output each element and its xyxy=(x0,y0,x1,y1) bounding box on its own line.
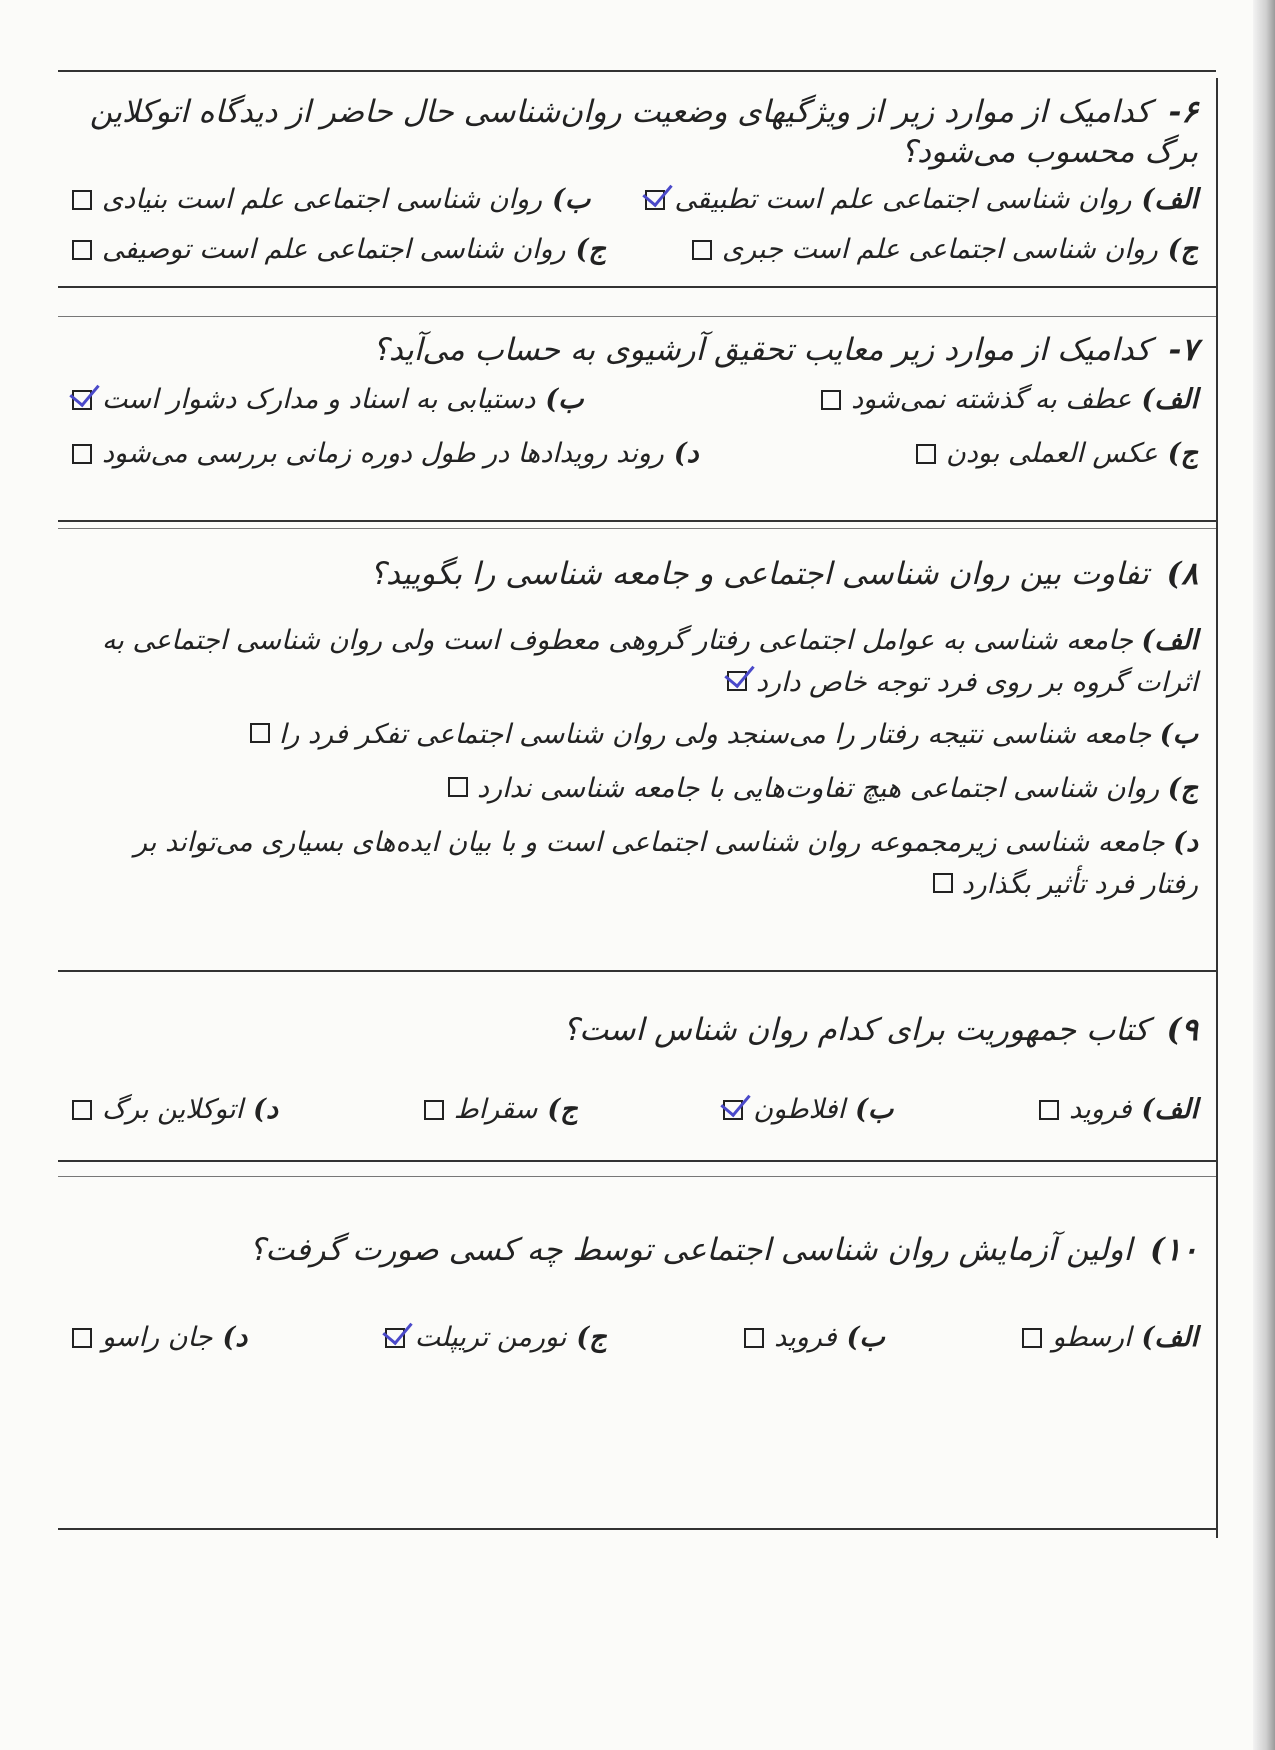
section-divider xyxy=(58,1528,1216,1530)
section-divider xyxy=(58,970,1216,972)
option-a xyxy=(821,384,1198,415)
option-text: عطف به گذشته نمی‌شود xyxy=(851,384,1132,415)
option-d xyxy=(72,822,1198,906)
option-c xyxy=(916,438,1198,469)
option-row xyxy=(72,1322,1198,1353)
answer-checkbox[interactable] xyxy=(250,723,270,743)
answer-checkbox[interactable] xyxy=(916,444,936,464)
option-letter: ب) xyxy=(552,184,591,215)
option-row xyxy=(72,438,1198,469)
option-letter: الف) xyxy=(1141,384,1198,415)
option-text: فروید xyxy=(1069,1094,1132,1125)
option-b xyxy=(72,714,1198,756)
section-divider xyxy=(58,520,1216,522)
option-text: دستیابی به اسناد و مدارک دشوار است xyxy=(102,384,536,415)
question-6 xyxy=(72,92,1198,282)
question-text: کدامیک از موارد زیر از ویژگیهای وضعیت روان‌شناسی حال حاضر از دیدگاه اتوکلاین برگ محسوب می‌شود؟ xyxy=(89,94,1198,170)
answer-checkbox[interactable] xyxy=(72,1100,92,1120)
option-b xyxy=(744,1322,885,1353)
option-text: افلاطون xyxy=(753,1094,846,1125)
option-list xyxy=(72,620,1198,906)
answer-checkbox[interactable] xyxy=(645,190,665,210)
answer-checkbox[interactable] xyxy=(424,1100,444,1120)
option-text: روند رویدادها در طول دوره زمانی بررسی می‌شود xyxy=(102,438,664,469)
option-letter: ب) xyxy=(846,1322,885,1353)
answer-checkbox[interactable] xyxy=(72,240,92,260)
answer-checkbox[interactable] xyxy=(1039,1100,1059,1120)
option-row xyxy=(72,1094,1198,1125)
question-7 xyxy=(72,330,1198,516)
option-text: روان شناسی اجتماعی علم است تطبیقی xyxy=(674,184,1132,215)
option-text: روان شناسی اجتماعی علم است بنیادی xyxy=(102,184,543,215)
option-row xyxy=(72,184,1198,215)
option-letter: ج) xyxy=(1167,438,1198,469)
option-letter: ب) xyxy=(545,384,584,415)
question-8 xyxy=(72,540,1198,964)
option-text: روان شناسی اجتماعی علم است توصیفی xyxy=(102,234,566,265)
option-letter: الف) xyxy=(1141,1094,1198,1125)
option-d xyxy=(72,1322,247,1353)
answer-checkbox[interactable] xyxy=(933,873,953,893)
option-a xyxy=(645,184,1198,215)
answer-checkbox[interactable] xyxy=(744,1328,764,1348)
option-text: نورمن تریپلت xyxy=(414,1322,567,1353)
option-letter: د) xyxy=(673,438,699,469)
scanned-page-edge xyxy=(1253,0,1275,1750)
option-text: فروید xyxy=(774,1322,837,1353)
option-letter: ب) xyxy=(1159,719,1198,750)
option-text: ارسطو xyxy=(1052,1322,1132,1353)
question-text: کتاب جمهوریت برای کدام روان شناس است؟ xyxy=(562,1012,1149,1048)
answer-checkbox[interactable] xyxy=(385,1328,405,1348)
question-number: ۸) xyxy=(1166,556,1198,592)
option-c xyxy=(385,1322,607,1353)
option-text: عکس العملی بودن xyxy=(946,438,1158,469)
question-number: ۶- xyxy=(1168,94,1198,130)
option-c xyxy=(424,1094,578,1125)
question-number: ۱۰) xyxy=(1150,1232,1198,1268)
option-d xyxy=(72,1094,278,1125)
question-title xyxy=(72,92,1198,172)
option-letter: ج) xyxy=(547,1094,578,1125)
question-sheet xyxy=(58,78,1218,1538)
question-10 xyxy=(72,1190,1198,1520)
answer-checkbox[interactable] xyxy=(692,240,712,260)
option-b xyxy=(72,384,584,415)
option-letter: ج) xyxy=(576,1322,607,1353)
question-title xyxy=(72,330,1198,370)
option-text: جامعه شناسی زیرمجموعه روان شناسی اجتماعی است و با بیان ایده‌های بسیاری می‌تواند بر رفتار فرد تأثیر بگذارد xyxy=(133,827,1198,900)
option-d xyxy=(72,234,606,265)
option-letter: ج) xyxy=(575,234,606,265)
answer-checkbox[interactable] xyxy=(72,190,92,210)
answer-checkbox[interactable] xyxy=(448,777,468,797)
question-text: کدامیک از موارد زیر معایب تحقیق آرشیوی به حساب می‌آید؟ xyxy=(372,332,1151,368)
option-c xyxy=(72,768,1198,810)
question-text: اولین آزمایش روان شناسی اجتماعی توسط چه کسی صورت گرفت؟ xyxy=(248,1232,1133,1268)
section-divider xyxy=(58,528,1216,529)
option-text: سقراط xyxy=(453,1094,538,1125)
option-row xyxy=(72,384,1198,415)
answer-checkbox[interactable] xyxy=(72,444,92,464)
option-text: روان شناسی اجتماعی هیچ تفاوت‌هایی با جامعه شناسی ندارد xyxy=(477,773,1160,804)
answer-checkbox[interactable] xyxy=(821,390,841,410)
option-a xyxy=(1022,1322,1198,1353)
option-text: جان راسو xyxy=(102,1322,213,1353)
option-letter: ب) xyxy=(855,1094,894,1125)
answer-checkbox[interactable] xyxy=(1022,1328,1042,1348)
question-title xyxy=(72,554,1198,594)
section-divider xyxy=(58,1176,1216,1177)
option-letter: د) xyxy=(222,1322,248,1353)
option-text: جامعه شناسی به عوامل اجتماعی رفتار گروهی معطوف است ولی روان شناسی اجتماعی به اثرات گروه بر روی فرد توجه خاص دارد xyxy=(101,625,1198,698)
option-text: جامعه شناسی نتیجه رفتار را می‌سنجد ولی روان شناسی اجتماعی تفکر فرد را xyxy=(278,719,1152,750)
option-letter: د) xyxy=(253,1094,278,1125)
option-text: روان شناسی اجتماعی علم است جبری xyxy=(722,234,1158,265)
section-divider xyxy=(58,1160,1216,1162)
question-text: تفاوت بین روان شناسی اجتماعی و جامعه شناسی را بگویید؟ xyxy=(369,556,1149,592)
answer-checkbox[interactable] xyxy=(723,1100,743,1120)
option-d xyxy=(72,438,699,469)
option-row xyxy=(72,234,1198,265)
answer-checkbox[interactable] xyxy=(727,671,747,691)
option-letter: د) xyxy=(1173,827,1198,858)
section-divider xyxy=(58,286,1216,288)
section-divider xyxy=(58,70,1216,72)
question-number: ۹) xyxy=(1166,1012,1198,1048)
option-letter: الف) xyxy=(1141,1322,1198,1353)
option-letter: الف) xyxy=(1141,625,1198,656)
option-b xyxy=(723,1094,893,1125)
section-divider xyxy=(58,316,1216,317)
answer-checkbox[interactable] xyxy=(72,1328,92,1348)
option-letter: ج) xyxy=(1167,773,1198,804)
option-text: اتوکلاین برگ xyxy=(102,1094,244,1125)
question-number: ۷- xyxy=(1168,332,1198,368)
answer-checkbox[interactable] xyxy=(72,390,92,410)
option-a xyxy=(72,620,1198,704)
option-a xyxy=(1039,1094,1198,1125)
question-title xyxy=(72,1010,1198,1050)
option-letter: الف) xyxy=(1141,184,1198,215)
question-9 xyxy=(72,984,1198,1154)
question-title xyxy=(72,1230,1198,1270)
option-letter: ج) xyxy=(1167,234,1198,265)
option-b xyxy=(72,184,590,215)
option-c xyxy=(692,234,1198,265)
